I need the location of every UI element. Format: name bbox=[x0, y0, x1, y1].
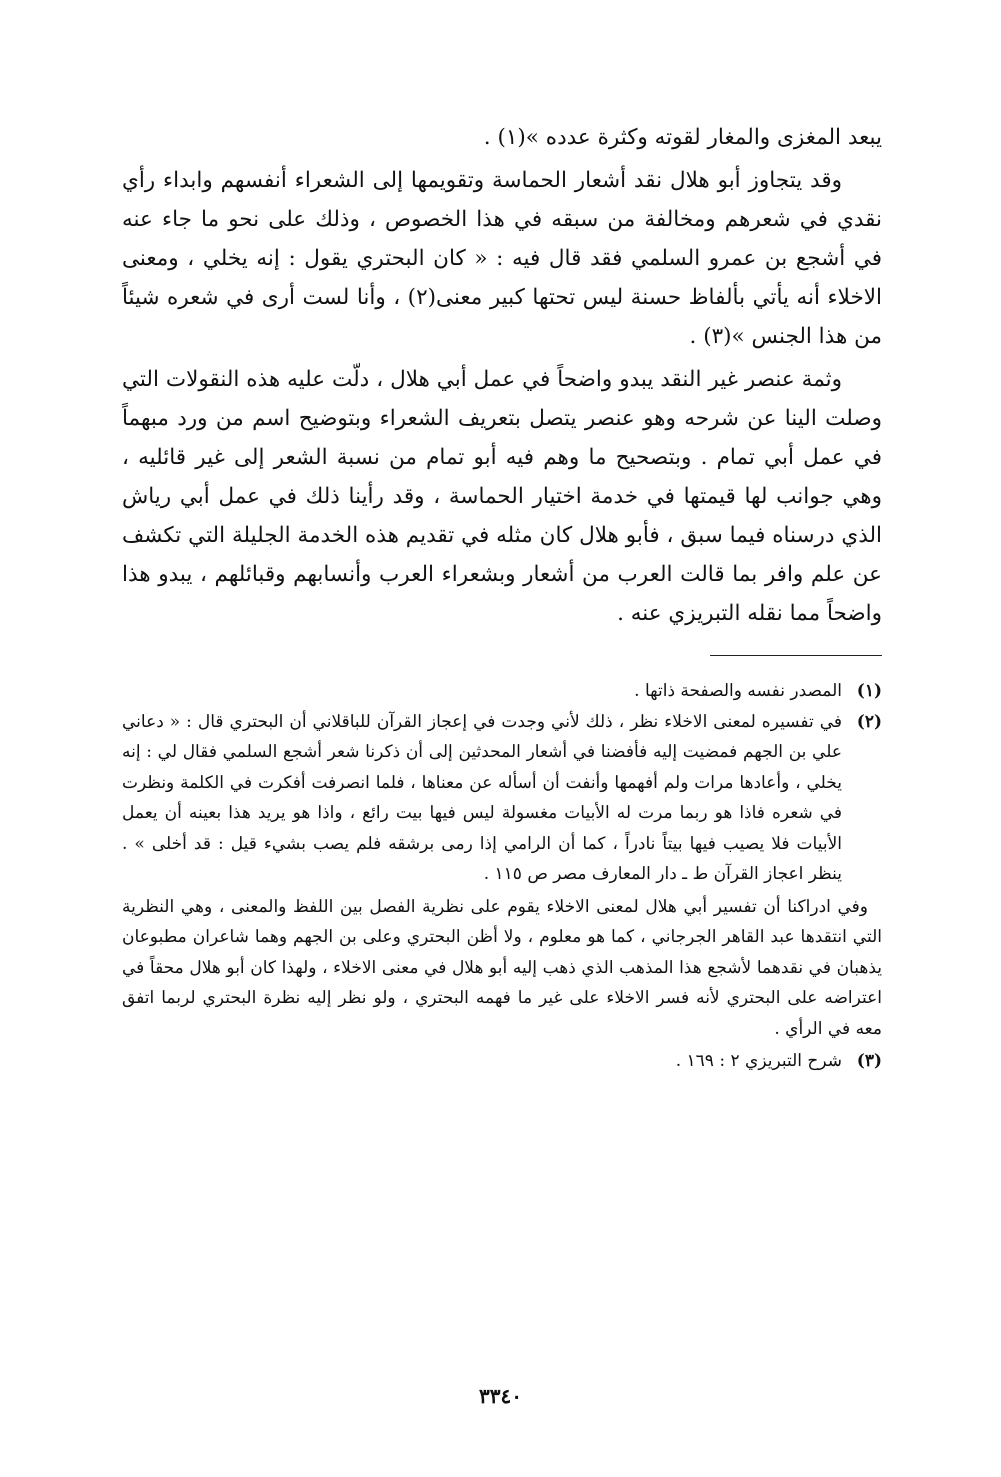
footnote-1 bbox=[122, 676, 882, 707]
footnote-3-text: شرح التبريزي ٢ : ١٦٩ . bbox=[675, 1051, 842, 1071]
footnote-3-number: (٣) bbox=[856, 1051, 882, 1071]
page-number: ٣٣٤٠ bbox=[479, 1384, 522, 1408]
footnotes bbox=[122, 676, 882, 1077]
paragraph-1: يبعد المغزى والمغار لقوته وكثرة عدده »(١) . bbox=[483, 125, 882, 150]
footnote-3 bbox=[122, 1046, 882, 1077]
main-text bbox=[122, 118, 882, 633]
footnote-1-number: (١) bbox=[856, 681, 882, 701]
page bbox=[122, 118, 882, 1077]
footnote-2 bbox=[122, 707, 882, 890]
footnote-2-continuation: وفي ادراكنا أن تفسير أبي هلال لمعنى الاخلاء يقوم على نظرية الفصل بين اللفظ والمعنى ، وهي النظرية التي انتقدها عبد القاهر الجرجاني ، كما هو معلوم ، ولا أظن البحتري وعلى بن الجهم وهما شاعران مطبوعان يذهبان في نقدهما لأشجع هذا المذهب الذي ذهب إليه أبو هلال في معنى الاخلاء ، ولهذا كان أبو هلال محقاً في اعتراضه على البحتري لأنه فسر الاخلاء على غير ما فهمه البحتري ، ولو نظر إليه نظرة البحتري لربما اتفق معه في الرأي . bbox=[122, 896, 882, 1039]
footnote-1-text: المصدر نفسه والصفحة ذاتها . bbox=[634, 681, 842, 701]
footnote-separator bbox=[710, 655, 882, 656]
paragraph-3: وثمة عنصر غير النقد يبدو واضحاً في عمل أبي هلال ، دلّت عليه هذه النقولات التي وصلت الينا عن شرحه وهو عنصر يتصل بتعريف الشعراء وبتوضيح اسم من ورد مبهماً في عمل أبي تمام . وبتصحيح ما وهم فيه أبو تمام من نسبة الشعر إلى غير قائليه ، وهي جوانب لها قيمتها في خدمة اختيار الحماسة ، وقد رأينا ذلك في عمل أبي رياش الذي درسناه فيما سبق ، فأبو هلال كان مثله في تقديم هذه الخدمة الجليلة التي تكشف عن علم وافر بما قالت العرب من أشعار وبشعراء العرب وأنسابهم وقبائلهم ، يبدو هذا واضحاً مما نقله التبريزي عنه . bbox=[122, 367, 882, 626]
footnote-2-number: (٢) bbox=[856, 711, 882, 732]
footnote-2-text: في تفسيره لمعنى الاخلاء نظر ، ذلك لأني وجدت في إعجاز القرآن للباقلاني أن البحتري قال : « دعاني علي بن الجهم فمضيت إليه فأفضنا في أشعار المحدثين إلى أن ذكرنا شعر أشجع السلمي فقال لي : إنه يخلي ، وأعادها مرات ولم أفهمها وأنفت أن أسأله عن معناها ، فلما انصرفت أفكرت في الكلمة ونظرت في شعره فاذا هو ربما مرت له الأبيات مغسولة ليس فيها بيت رائع ، واذا هو يريد هذا بعينه أن يعمل الأبيات فلا يصيب فيها بيتاً نادراً ، كما أن الرامي إذا رمى برشقه فلم يصب بشيء قيل : قد أخلى » . ينظر اعجاز القرآن ط ـ دار المعارف مصر ص ١١٥ . bbox=[122, 711, 843, 884]
paragraph-2: وقد يتجاوز أبو هلال نقد أشعار الحماسة وتقويمها إلى الشعراء أنفسهم وابداء رأي نقدي في شعرهم ومخالفة من سبقه في هذا الخصوص ، وذلك على نحو ما جاء عنه في أشجع بن عمرو السلمي فقد قال فيه : « كان البحتري يقول : إنه يخلي ، ومعنى الاخلاء أنه يأتي بألفاظ حسنة ليس تحتها كبير معنى(٢) ، وأنا لست أرى في شعره شيئاً من هذا الجنس »(٣) . bbox=[122, 168, 882, 349]
